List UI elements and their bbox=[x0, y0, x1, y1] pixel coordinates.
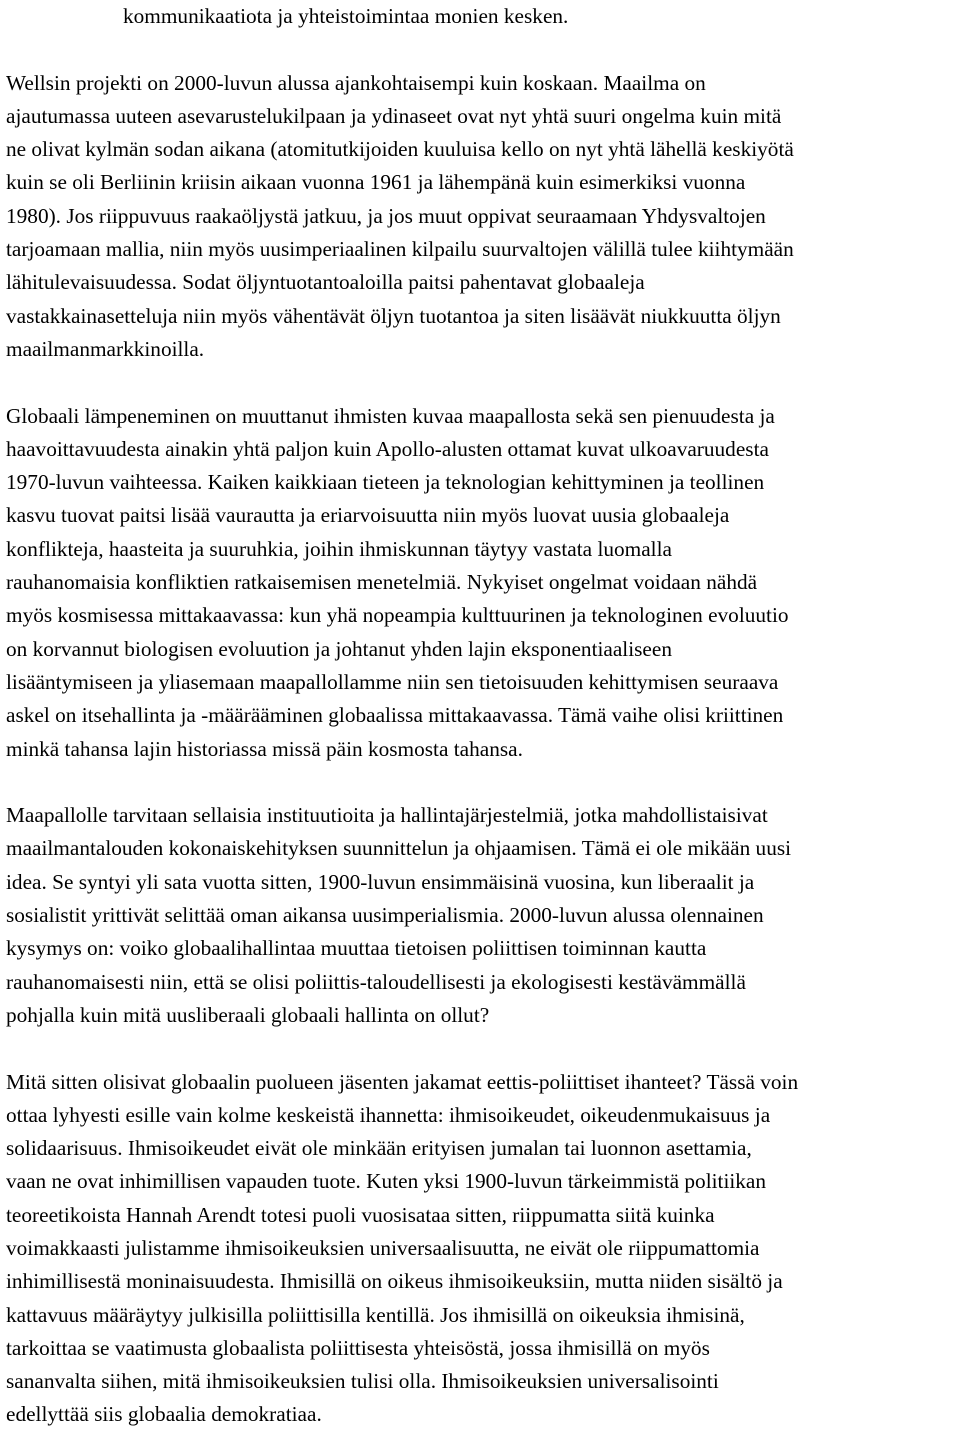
paragraph-5 bbox=[6, 1066, 958, 1432]
text-line: sosialistit yrittivät selittää oman aikansa uusimperialismia. 2000-luvun alussa olennainen bbox=[6, 903, 764, 928]
text-line: pohjalla kuin mitä uusliberaali globaali hallinta on ollut? bbox=[6, 1002, 490, 1027]
text-line: kattavuus määräytyy julkisilla poliittisilla kentillä. Jos ihmisillä on oikeuksia ihmisinä, bbox=[6, 1302, 745, 1327]
text-line: ajautumassa uuteen asevarustelukilpaan ja ydinaseet ovat nyt yhtä suuri ongelma kuin mitä bbox=[6, 103, 782, 128]
text-line: Globaali lämpeneminen on muuttanut ihmisten kuvaa maapallosta sekä sen pienuudesta ja bbox=[6, 403, 775, 428]
text-line: tarkoittaa se vaatimusta globaalista poliittisesta yhteisöstä, jossa ihmisillä on myös bbox=[6, 1335, 710, 1360]
text-line: kommunikaatiota ja yhteistoimintaa monien kesken. bbox=[123, 4, 569, 28]
text-line: Wellsin projekti on 2000-luvun alussa ajankohtaisempi kuin koskaan. Maailma on bbox=[6, 70, 706, 95]
text-line: myös kosmisessa mittakaavassa: kun yhä nopeampia kulttuurinen ja teknologinen evoluutio bbox=[6, 603, 789, 628]
text-line: kuin se oli Berliinin kriisin aikaan vuonna 1961 ja lähempänä kuin esimerkiksi vuonna bbox=[6, 170, 746, 195]
paragraph-3 bbox=[6, 400, 958, 766]
text-line: solidaarisuus. Ihmisoikeudet eivät ole minkään erityisen jumalan tai luonnon asettamia, bbox=[6, 1136, 752, 1161]
text-line: rauhanomaisesti niin, että se olisi poliittis-taloudellisesti ja ekologisesti kestävämmällä bbox=[6, 969, 746, 994]
text-line: rauhanomaisia konfliktien ratkaisemisen menetelmiä. Nykyiset ongelmat voidaan nähdä bbox=[6, 570, 758, 595]
text-line: tarjoamaan mallia, niin myös uusimperiaalinen kilpailu suurvaltojen välillä tulee kiihtymään bbox=[6, 237, 794, 262]
text-line: minkä tahansa lajin historiassa missä päin kosmosta tahansa. bbox=[6, 736, 523, 761]
text-line: askel on itsehallinta ja -määrääminen globaalissa mittakaavassa. Tämä vaihe olisi kriittinen bbox=[6, 703, 784, 728]
text-line: vaan ne ovat inhimillisen vapauden tuote. Kuten yksi 1900-luvun tärkeimmistä politiikan bbox=[6, 1169, 767, 1194]
text-line: kysymys on: voiko globaalihallintaa muuttaa tietoisen poliittisen toiminnan kautta bbox=[6, 936, 707, 961]
paragraph-gap bbox=[6, 766, 958, 799]
text-line: on korvannut biologisen evoluution ja johtanut yhden lajin eksponentiaaliseen bbox=[6, 636, 672, 661]
text-line: vastakkainasetteluja niin myös vähentävät öljyn tuotantoa ja siten lisäävät niukkuutta öljyn bbox=[6, 303, 781, 328]
text-line: maailmanmarkkinoilla. bbox=[6, 336, 205, 361]
text-line: Maapallolle tarvitaan sellaisia instituutioita ja hallintajärjestelmiä, jotka mahdollistaisivat bbox=[6, 803, 768, 828]
text-line: inhimillisestä moninaisuudesta. Ihmisillä on oikeus ihmisoikeuksiin, mutta niiden sisältö ja bbox=[6, 1269, 783, 1294]
text-line: maailmantalouden kokonaiskehityksen suunnittelun ja ohjaamisen. Tämä ei ole mikään uusi bbox=[6, 836, 792, 861]
text-line: idea. Se syntyi yli sata vuotta sitten, 1900-luvun ensimmäisinä vuosina, kun liberaalit ja bbox=[6, 869, 755, 894]
text-line: sananvalta siihen, mitä ihmisoikeuksien tulisi olla. Ihmisoikeuksien universalisointi bbox=[6, 1369, 719, 1394]
text-line: konflikteja, haasteita ja suuruhkia, joihin ihmiskunnan täytyy vastata luomalla bbox=[6, 536, 672, 561]
paragraph-1 bbox=[6, 0, 958, 33]
text-line: ottaa lyhyesti esille vain kolme keskeistä ihannetta: ihmisoikeudet, oikeudenmukaisuus ja bbox=[6, 1102, 771, 1127]
text-line: lähitulevaisuudessa. Sodat öljyntuotantoaloilla paitsi pahentavat globaaleja bbox=[6, 270, 645, 295]
text-line: edellyttää siis globaalia demokratiaa. bbox=[6, 1402, 322, 1427]
paragraph-gap bbox=[6, 33, 958, 66]
paragraph-gap bbox=[6, 366, 958, 399]
text-line: 1980). Jos riippuvuus raakaöljystä jatkuu, ja jos muut oppivat seuraamaan Yhdysvaltojen bbox=[6, 203, 766, 228]
text-line: teoreetikoista Hannah Arendt totesi puoli vuosisataa sitten, riippumatta siitä kuinka bbox=[6, 1202, 715, 1227]
text-line: lisääntymiseen ja yliasemaan maapallollamme niin sen tietoisuuden kehittymisen seuraava bbox=[6, 669, 779, 694]
text-line: haavoittavuudesta ainakin yhtä paljon kuin Apollo-alusten ottamat kuvat ulkoavaruudesta bbox=[6, 436, 769, 461]
text-line: ne olivat kylmän sodan aikana (atomitutkijoiden kuuluisa kello on nyt yhtä lähellä keskiyötä bbox=[6, 137, 794, 162]
text-line: voimakkaasti julistamme ihmisoikeuksien universaalisuutta, ne eivät ole riippumattomia bbox=[6, 1235, 760, 1260]
paragraph-2 bbox=[6, 67, 958, 367]
text-line: 1970-luvun vaihteessa. Kaiken kaikkiaan tieteen ja teknologian kehittyminen ja teollinen bbox=[6, 470, 765, 495]
text-line: kasvu tuovat paitsi lisää vaurautta ja eriarvoisuutta niin myös luovat uusia globaaleja bbox=[6, 503, 730, 528]
document-page bbox=[6, 0, 958, 1432]
paragraph-4 bbox=[6, 799, 958, 1032]
text-line: Mitä sitten olisivat globaalin puolueen jäsenten jakamat eettis-poliittiset ihanteet? Tässä voin bbox=[6, 1069, 799, 1094]
paragraph-gap bbox=[6, 1032, 958, 1065]
